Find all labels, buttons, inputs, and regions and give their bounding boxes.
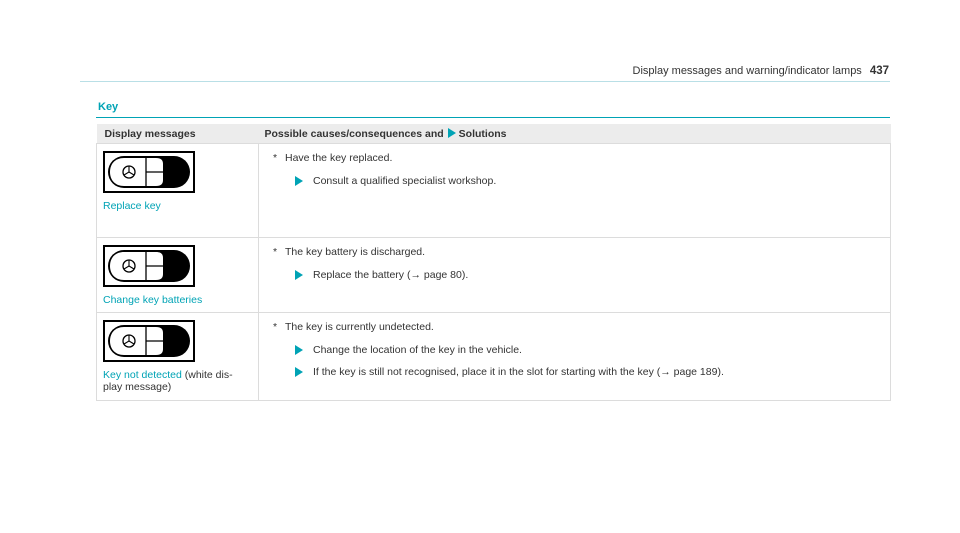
solution-step (295, 268, 884, 282)
cause-text: Have the key replaced. (285, 152, 393, 164)
solution-step (295, 365, 884, 379)
step-text: Consult a qualified specialist workshop. (313, 175, 497, 187)
play-arrow-icon (295, 270, 303, 280)
col-header-solutions: Solutions (458, 128, 507, 140)
car-key-icon (103, 320, 195, 362)
page-number: 437 (869, 65, 889, 77)
cause-cell (259, 238, 891, 313)
col-header-causes: Possible causes/consequences and (264, 128, 444, 140)
message-cell (97, 238, 259, 313)
play-arrow-icon (295, 367, 303, 377)
step-text: Change the location of the key in the vehicle. (313, 344, 522, 356)
step-text: If the key is still not recognised, place it in the slot for starting with the key (→ page 189). (313, 366, 724, 378)
play-arrow-icon (295, 345, 303, 355)
col-header-display-messages: Display messages (97, 124, 259, 144)
cause-cell (259, 313, 891, 401)
col-header-causes-solutions (259, 124, 891, 144)
header-rule (80, 81, 890, 82)
solution-step (295, 343, 884, 357)
cause-item (273, 151, 884, 166)
bullet: * (273, 152, 278, 164)
messages-table (96, 124, 891, 401)
table-row (97, 238, 891, 313)
section-title: Key (98, 101, 119, 113)
play-arrow-icon (295, 176, 303, 186)
car-key-icon (103, 151, 195, 193)
message-name: Change key batteries (103, 294, 203, 306)
message-cell (97, 313, 259, 401)
header-section-title: Display messages and warning/indicator lamps (632, 65, 862, 77)
bullet: * (273, 321, 278, 333)
message-note-cont: play message) (103, 381, 172, 393)
cause-item (273, 245, 884, 260)
table-row (97, 144, 891, 238)
message-name: Key not detected (103, 369, 182, 381)
bullet: * (273, 246, 278, 258)
message-cell (97, 144, 259, 238)
message-name: Replace key (103, 200, 161, 212)
solution-step (295, 174, 884, 188)
cause-text: The key is currently undetected. (285, 321, 434, 333)
cause-text: The key battery is discharged. (285, 246, 426, 258)
car-key-icon (103, 245, 195, 287)
step-text: Replace the battery (→ page 80). (313, 269, 469, 281)
cause-cell (259, 144, 891, 238)
play-arrow-icon (448, 128, 456, 138)
cause-item (273, 320, 884, 335)
table-header-row (97, 124, 891, 144)
section-rule (96, 117, 890, 118)
table-row (97, 313, 891, 401)
page-header (633, 65, 889, 77)
message-note: (white dis- (184, 369, 233, 381)
